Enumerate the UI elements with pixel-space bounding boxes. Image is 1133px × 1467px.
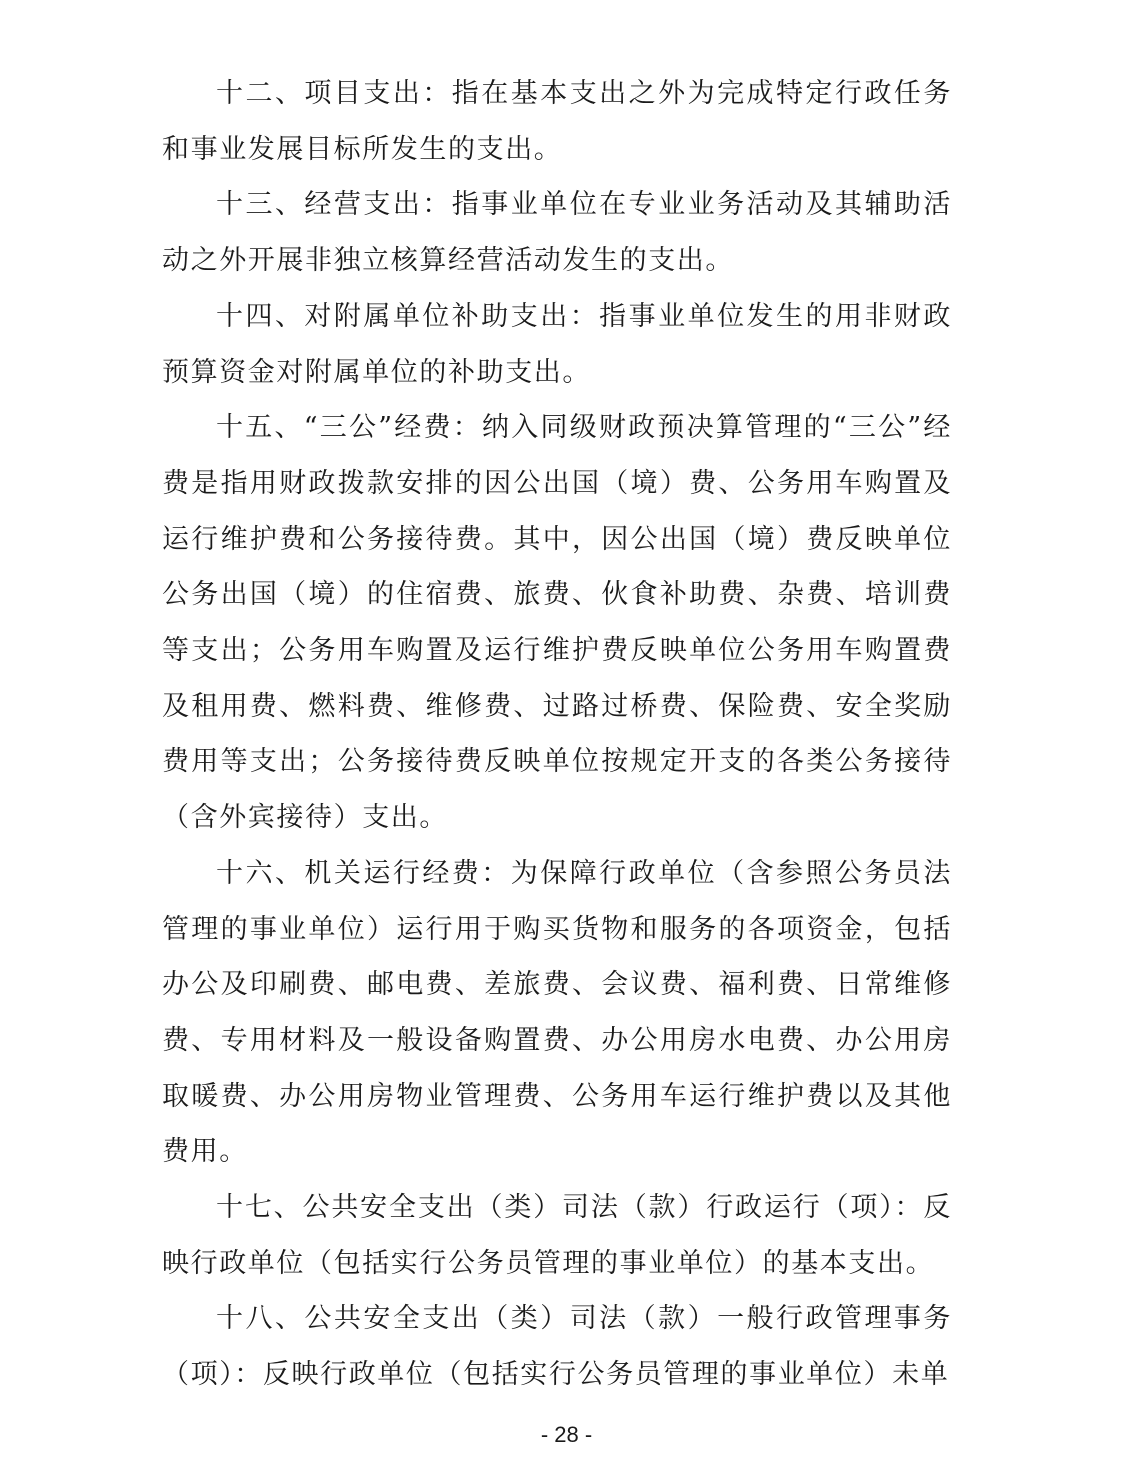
paragraph-item-17: 十七、公共安全支出（类）司法（款）行政运行（项）：反映行政单位（包括实行公务员管理的事业单位）的基本支出。 (162, 1192, 952, 1279)
document-body (162, 66, 952, 1403)
paragraph-item-18: 十八、公共安全支出（类）司法（款）一般行政管理事务（项）：反映行政单位（包括实行公务员管理的事业单位）未单 (162, 1303, 952, 1391)
paragraph-item-16: 十六、机关运行经费：为保障行政单位（含参照公务员法管理的事业单位）运行用于购买货物和服务的各项资金，包括办公及印刷费、邮电费、差旅费、会议费、福利费、日常维修费、专用材料及一般设备购置费、办公用房水电费、办公用房取暖费、办公用房物业管理费、公务用车运行维护费以及其他费用。 (162, 857, 952, 1168)
paragraph-item-14: 十四、对附属单位补助支出：指事业单位发生的用非财政预算资金对附属单位的补助支出。 (162, 300, 952, 388)
paragraph-item-13: 十三、经营支出：指事业单位在专业业务活动及其辅助活动之外开展非独立核算经营活动发生的支出。 (162, 189, 952, 277)
page-number: - 28 - (540, 1422, 593, 1447)
paragraph-item-12: 十二、项目支出：指在基本支出之外为完成特定行政任务和事业发展目标所发生的支出。 (162, 78, 952, 165)
paragraph-item-15: 十五、“三公”经费：纳入同级财政预决算管理的“三公”经费是指用财政拨款安排的因公出国（境）费、公务用车购置及运行维护费和公务接待费。其中，因公出国（境）费反映单位公务出国（境）的住宿费、旅费、伙食补助费、杂费、培训费等支出；公务用车购置及运行维护费反映单位公务用车购置费及租用费、燃料费、维修费、过路过桥费、保险费、安全奖励费用等支出；公务接待费反映单位按规定开支的各类公务接待（含外宾接待）支出。 (162, 412, 952, 834)
